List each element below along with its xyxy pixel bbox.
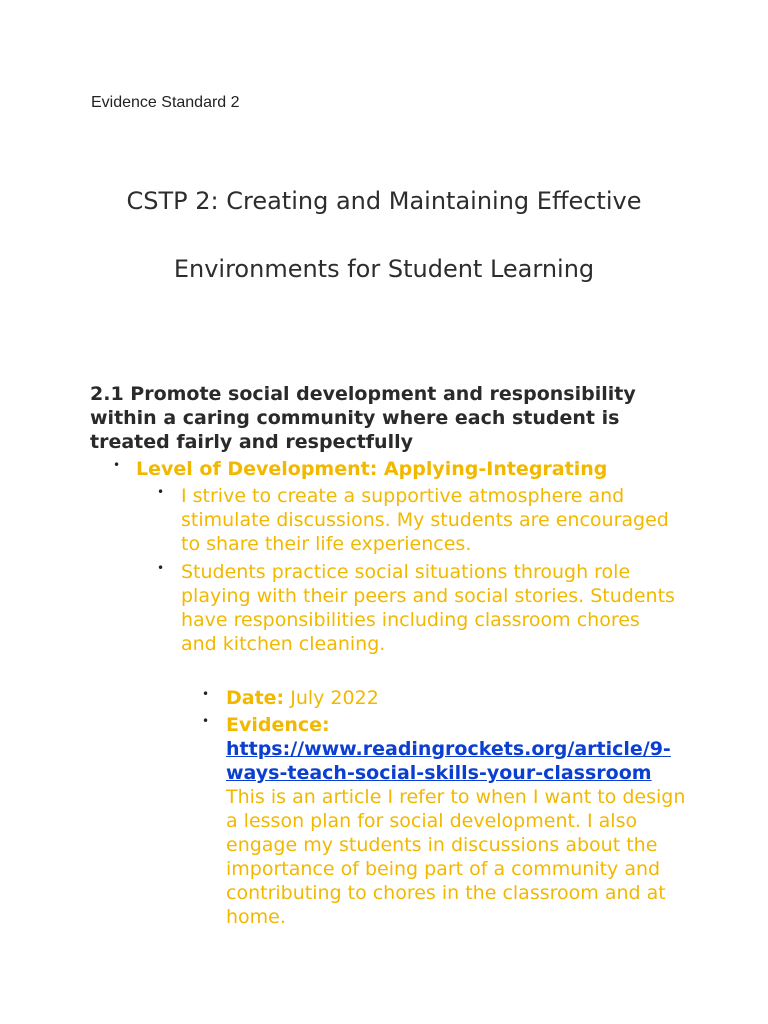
- bullet-icon: •: [157, 485, 165, 499]
- date-label: Date:: [226, 687, 285, 709]
- bullet-icon: •: [157, 561, 165, 575]
- section-heading: 2.1 Promote social development and responsibility within a caring community where each student is treated fairly and respectfully: [90, 383, 636, 453]
- evidence-link[interactable]: https://www.readingrockets.org/article/9-ways-teach-social-skills-your-classroom: [226, 738, 671, 784]
- bullet-icon: •: [113, 458, 121, 472]
- page-title-line-2: Environments for Student Learning: [173, 255, 595, 283]
- date-line: [226, 686, 379, 710]
- evidence-label: Evidence:: [226, 714, 330, 736]
- level-of-development: Level of Development: Applying-Integrating: [136, 458, 608, 480]
- point-supportive-atmosphere: I strive to create a supportive atmosphere and stimulate discussions. My students are encouraged to share their life experiences.: [181, 485, 669, 555]
- evidence-description: This is an article I refer to when I want to design a lesson plan for social development. I also engage my students in discussions about the importance of being part of a community and contributing to chores in the classroom and at home.: [226, 786, 686, 928]
- date-value: July 2022: [290, 687, 379, 709]
- page-title-line-1: CSTP 2: Creating and Maintaining Effective: [126, 187, 642, 215]
- document-header-label: Evidence Standard 2: [91, 94, 240, 111]
- point-social-situations: Students practice social situations through role playing with their peers and social stories. Students have responsibilities including classroom chores and kitchen cleaning.: [181, 561, 675, 655]
- evidence-block: [226, 713, 696, 929]
- bullet-icon: •: [202, 687, 210, 701]
- bullet-icon: •: [202, 714, 210, 728]
